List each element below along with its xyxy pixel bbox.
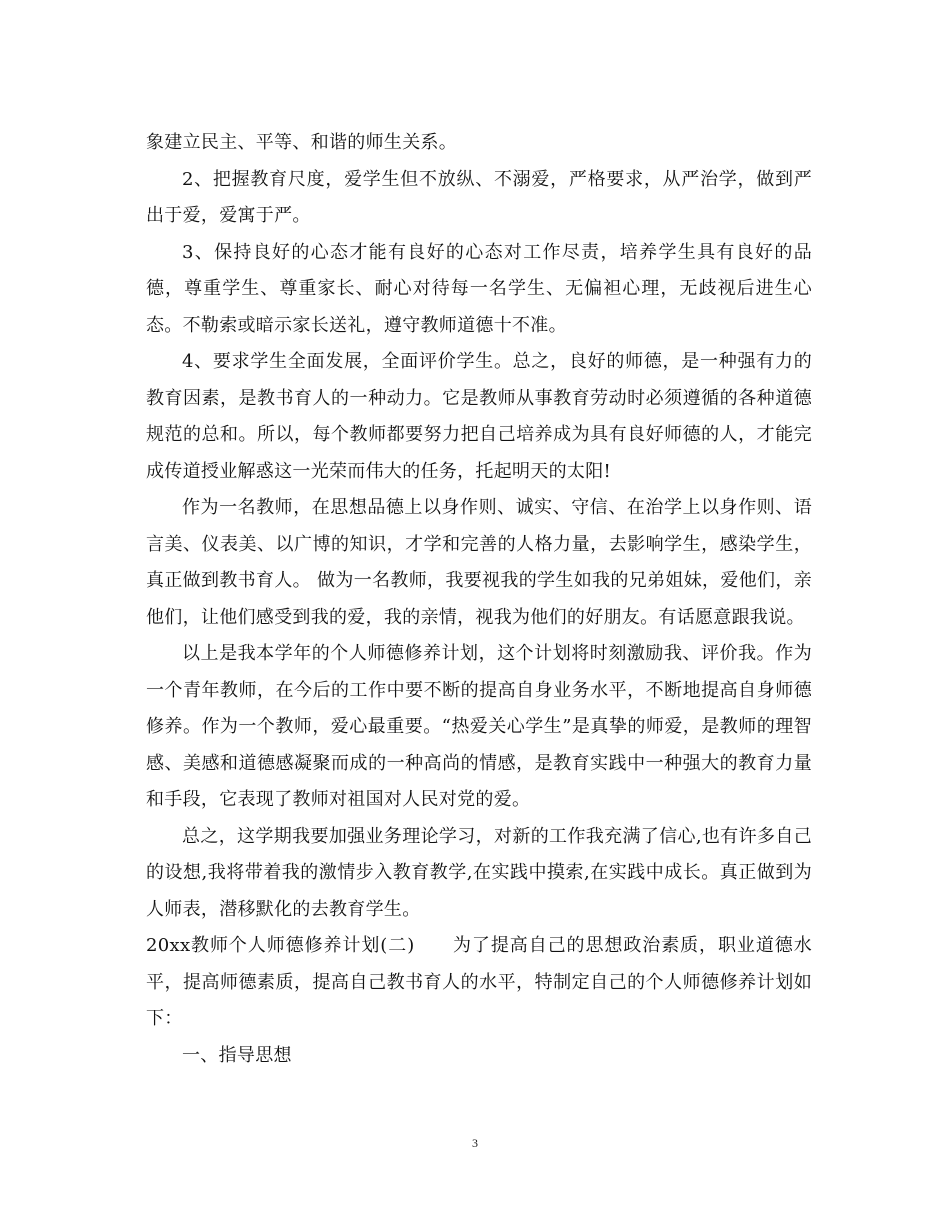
paragraph: 象建立民主、平等、和谐的师生关系。 — [146, 132, 458, 153]
paragraph: 作为一名教师，在思想品德上以身作则、诚实、守信、在治学上以身作则、语言美、仪表美、以广博的知识，才学和完善的人格力量，去影响学生，感染学生，真正做到教书育人。 做为一名教师，我要视我的学生如我的兄弟姐妹，爱他们，亲他们，让他们感受到我的爱，我的亲情，视我为他们的好朋友。有话愿意跟我说。 — [146, 497, 812, 628]
paragraph: 2、把握教育尺度，爱学生但不放纵、不溺爱，严格要求，从严治学，做到严出于爱，爱寓于严。 — [146, 168, 812, 226]
document-body — [146, 125, 812, 1074]
paragraph: 以上是我本学年的个人师德修养计划，这个计划将时刻激励我、评价我。作为一个青年教师，在今后的工作中要不断的提高自身业务水平，不断地提高自身师德修养。作为一个教师，爱心最重要。“热爱关心学生”是真挚的师爱，是教师的理智感、美感和道德感凝聚而成的一种高尚的情感，是教育实践中一种强大的教育力量和手段，它表现了教师对祖国对人民对党的爱。 — [146, 643, 812, 810]
paragraph: 总之，这学期我要加强业务理论学习，对新的工作我充满了信心,也有许多自己的设想,我将带着我的激情步入教育教学,在实践中摸索,在实践中成长。真正做到为人师表，潜移默化的去教育学生。 — [146, 825, 812, 920]
page-number: 3 — [472, 1136, 478, 1150]
section-heading: 一、指导思想 — [182, 1044, 292, 1066]
section-title-paragraph: 20xx教师个人师德修养计划(二) 为了提高自己的思想政治素质，职业道德水平，提高师德素质，提高自己教书育人的水平，特制定自己的个人师德修养计划如下： — [146, 935, 812, 1029]
paragraph: 4、要求学生全面发展，全面评价学生。总之，良好的师德，是一种强有力的教育因素，是教书育人的一种动力。它是教师从事教育劳动时必须遵循的各种道德规范的总和。所以，每个教师都要努力把自己培养成为具有良好师德的人，才能完成传道授业解惑这一光荣而伟大的任务，托起明天的太阳! — [146, 351, 812, 482]
paragraph: 3、保持良好的心态才能有良好的心态对工作尽责，培养学生具有良好的品德，尊重学生、尊重家长、耐心对待每一名学生、无偏袒心理，无歧视后进生心态。不勒索或暗示家长送礼，遵守教师道德十不准。 — [146, 241, 812, 336]
